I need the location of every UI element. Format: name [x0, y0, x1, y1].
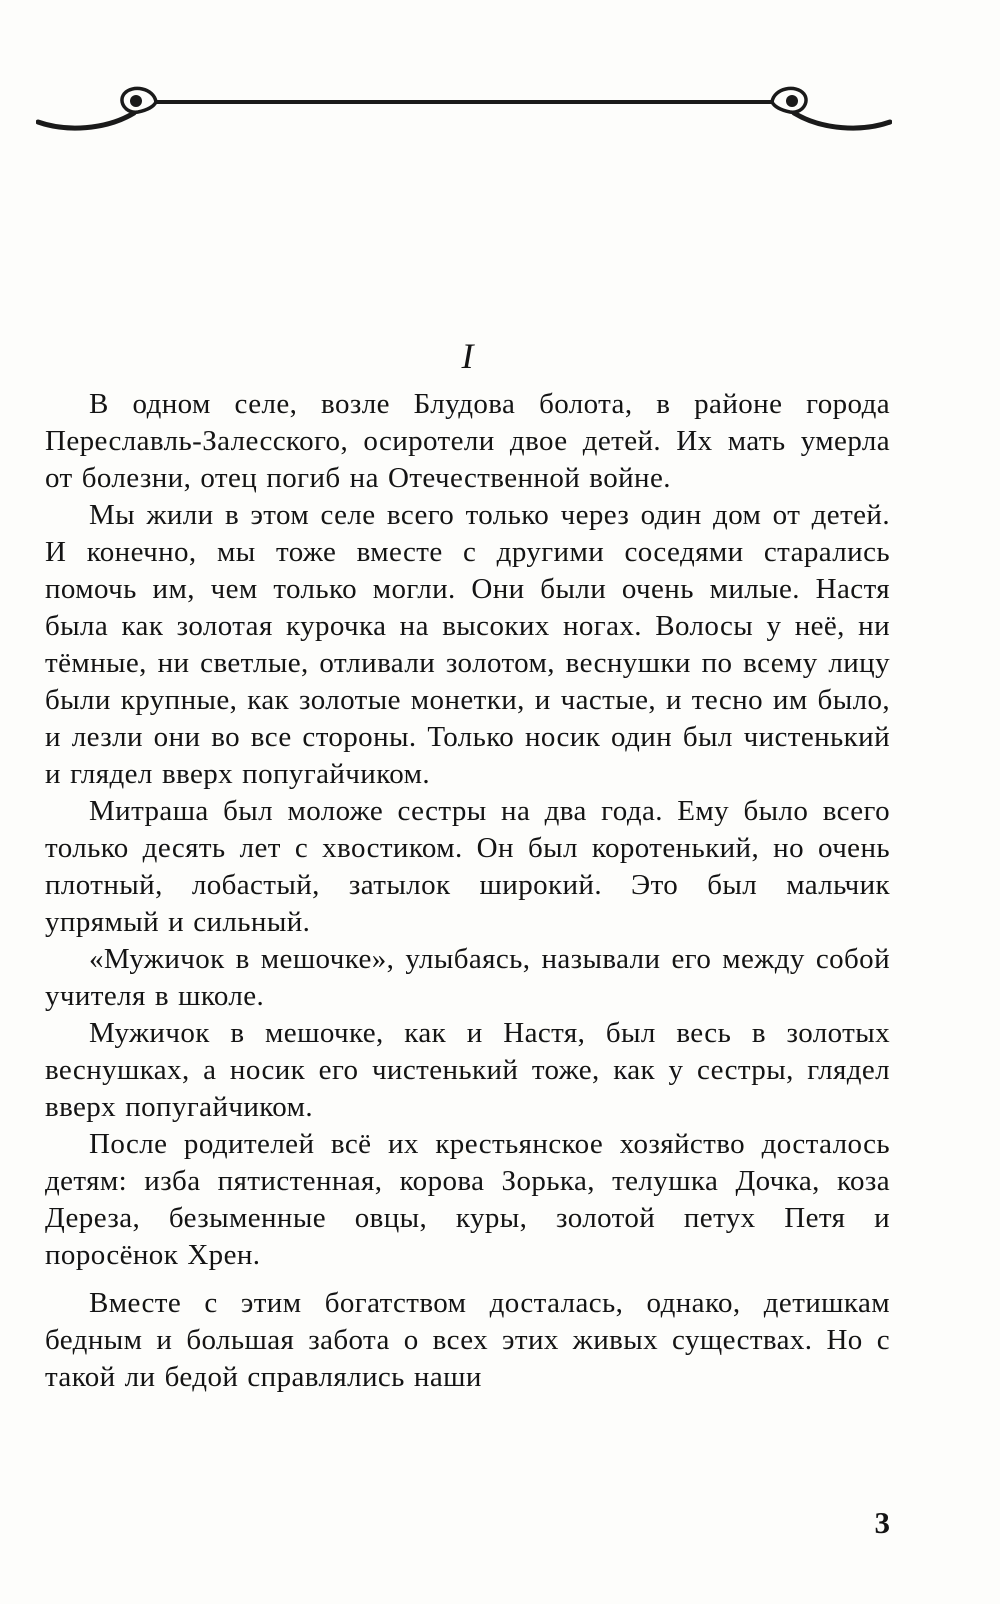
flourish-rule — [154, 100, 774, 104]
paragraph: Вместе с этим богатством досталась, однако, детишкам бедным и большая забота о всех этих живых существах. Но с такой ли бедой справлялись наши — [45, 1287, 890, 1393]
paragraph: Мужичок в мешочке, как и Настя, был весь в золотых веснушках, а носик его чистенький тоже, как у сестры, глядел вверх попугайчиком. — [45, 1017, 890, 1123]
flourish-right-curl — [772, 88, 890, 128]
paragraph: Митраша был моложе сестры на два года. Ему было всего только десять лет с хвостиком. Он был коротенький, но очень плотный, лобастый, затылок широкий. Это был мальчик упрямый и сильный. — [45, 795, 890, 938]
body-text — [45, 386, 890, 1396]
page-number: 3 — [874, 1505, 890, 1540]
flourish-divider-icon — [36, 86, 892, 132]
paragraph: После родителей всё их крестьянское хозяйство досталось детям: изба пятистенная, корова Зорька, телушка Дочка, коза Дереза, безыменные овцы, куры, золотой петух Петя и поросёнок Хрен. — [45, 1128, 890, 1271]
page-content — [45, 336, 890, 1396]
paragraph: В одном селе, возле Блудова болота, в районе города Переславль-Залесского, осиротели двое детей. Их мать умерла от болезни, отец погиб на Отечественной войне. — [45, 388, 890, 494]
chapter-number-heading: I — [461, 336, 474, 376]
paragraph: Мы жили в этом селе всего только через один дом от детей. И конечно, мы тоже вместе с другими соседями старались помочь им, чем только могли. Они были очень милые. Настя была как золотая курочка на высоких ногах. Волосы у неё, ни тёмные, ни светлые, отливали золотом, веснушки по всему лицу были крупные, как золотые монетки, и частые, и тесно им было, и лезли они во все стороны. Только носик один был чистенький и глядел вверх попугайчиком. — [45, 499, 890, 790]
paragraph: «Мужичок в мешочке», улыбаясь, называли его между собой учителя в школе. — [45, 943, 890, 1012]
flourish-left-curl — [38, 88, 156, 128]
